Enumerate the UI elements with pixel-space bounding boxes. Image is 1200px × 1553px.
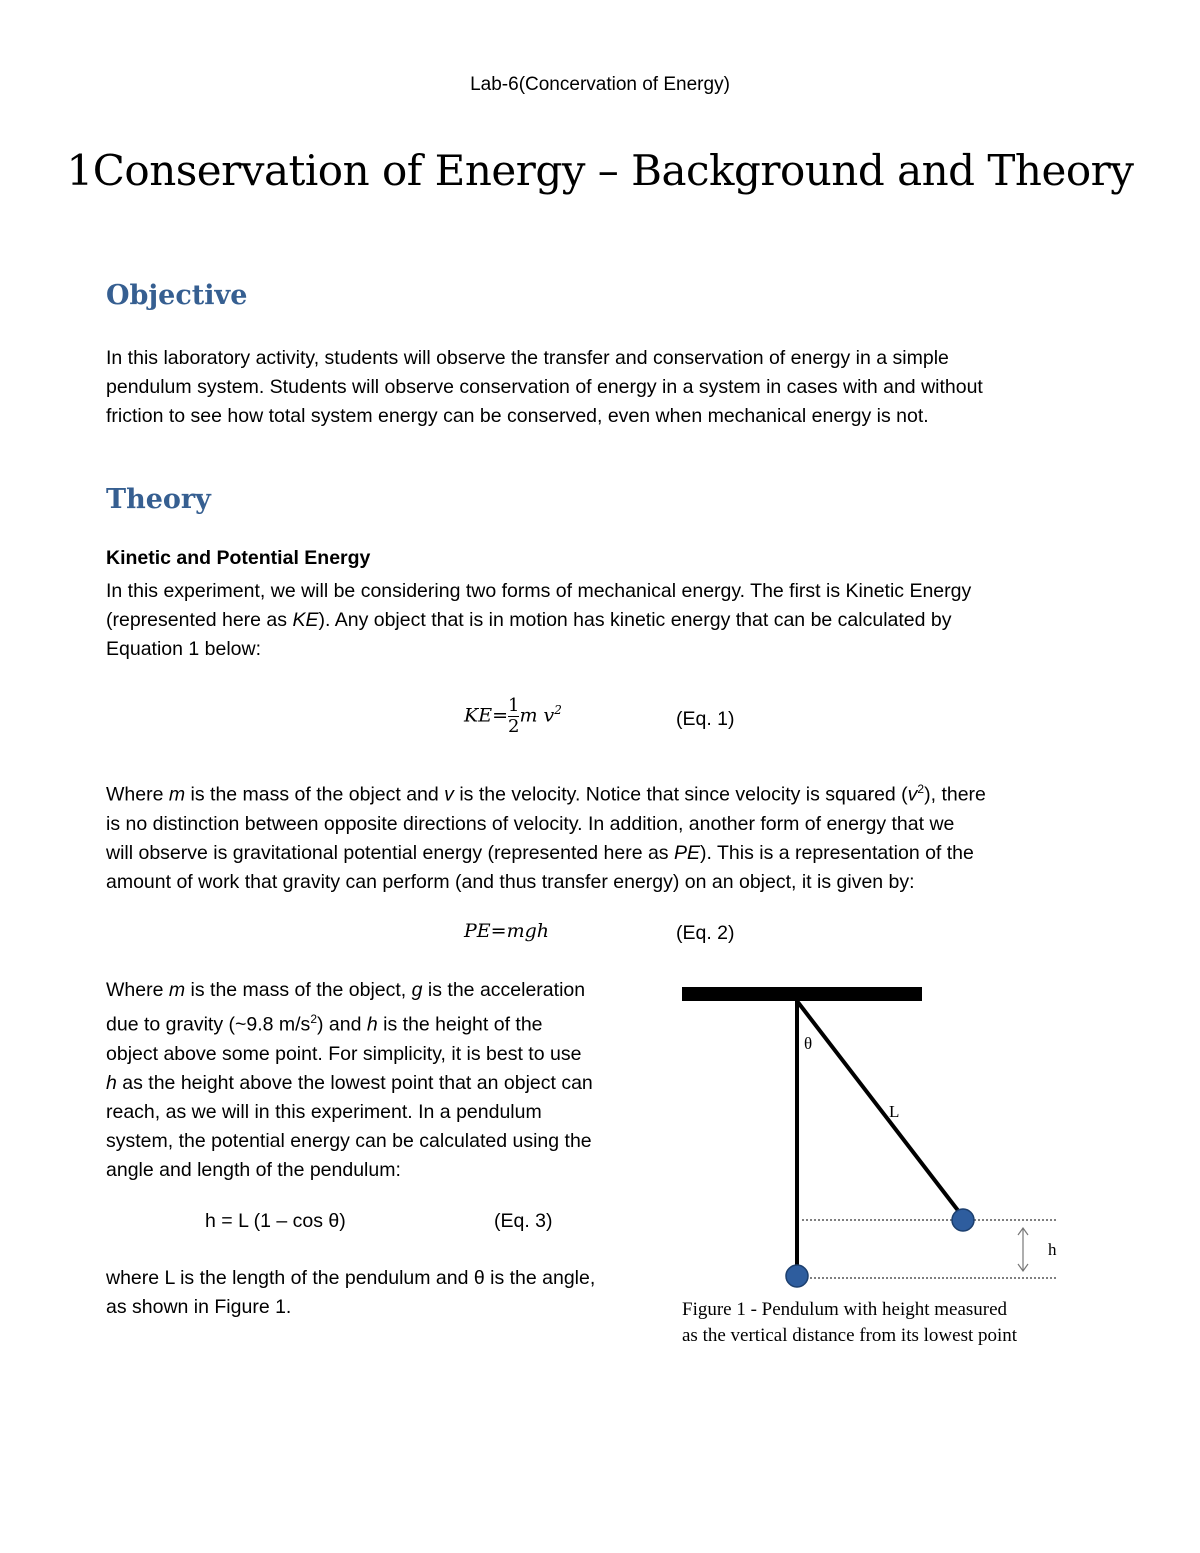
page-header: Lab-6(Concervation of Energy) [470,74,730,95]
paragraph-line: amount of work that gravity can perform (and thus transfer energy) on an object, it is given by: [106,870,915,893]
equation-3: h = L (1 – cos θ) [205,1210,346,1232]
objective-heading: Objective [106,280,248,311]
paragraph-line: will observe is gravitational potential energy (represented here as PE). This is a representation of the [106,841,974,864]
theory-paragraph-3 [106,976,666,1185]
support-bar [682,987,922,1001]
paragraph-line: where L is the length of the pendulum and θ is the angle, [106,1267,596,1289]
length-label: L [889,1102,900,1121]
equation-1: KE= $\frac{1}{2}$ m $v^2$ [464,695,562,737]
paragraph-line: angle and length of the pendulum: [106,1158,401,1181]
figure-caption [682,1297,1092,1349]
theory-paragraph-4 [106,1264,666,1322]
paragraph-line: is no distinction between opposite directions of velocity. In addition, another form of energy that we [106,812,955,835]
paragraph-line: as shown in Figure 1. [106,1296,292,1318]
theta-label: θ [804,1034,813,1053]
objective-line: In this laboratory activity, students will observe the transfer and conservation of energy in a simple [106,347,949,369]
equation-2-label: (Eq. 2) [676,922,735,944]
paragraph-line: system, the potential energy can be calculated using the [106,1129,592,1152]
intro-line: Equation 1 below: [106,638,262,660]
paragraph-line: due to gravity (~9.8 $m/s^2$) and h is the height of the [106,1012,543,1036]
equation-3-label: (Eq. 3) [494,1210,553,1232]
theory-paragraph-2 [106,775,1106,897]
paragraph-line: object above some point. For simplicity, it is best to use [106,1042,582,1065]
intro-line: (represented here as KE). Any object that is in motion has kinetic energy that can be calculated by [106,609,952,631]
theory-subheading: Kinetic and Potential Energy [106,547,371,569]
fraction: $\frac{1}{2}$ [507,695,520,737]
page-title: 1Conservation of Energy – Background and Theory [66,146,1134,195]
paragraph-line: Where m is the mass of the object, g is the acceleration [106,979,586,1001]
pendulum-bob-raised [952,1209,974,1231]
caption-line: Figure 1 - Pendulum with height measured [682,1299,1008,1320]
caption-line: as the vertical distance from its lowest point [682,1325,1018,1346]
pendulum-figure [676,980,1076,1290]
equation-2: PE=mgh [464,920,549,942]
angled-string [797,1001,963,1217]
height-label: h [1048,1240,1057,1259]
pendulum-bob-lowest [786,1265,808,1287]
theory-intro [106,577,1106,664]
paragraph-line: reach, as we will in this experiment. In a pendulum [106,1100,542,1123]
objective-line: pendulum system. Students will observe conservation of energy in a system in cases with and without [106,376,983,398]
equation-1-label: (Eq. 1) [676,708,735,730]
objective-line: friction to see how total system energy can be conserved, even when mechanical energy is not. [106,405,929,427]
paragraph-line: h as the height above the lowest point that an object can [106,1071,593,1094]
theory-heading: Theory [106,484,211,515]
intro-line: In this experiment, we will be considering two forms of mechanical energy. The first is Kinetic Energy [106,580,972,602]
objective-paragraph [106,344,1106,431]
paragraph-line: Where m is the mass of the object and v is the velocity. Notice that since velocity is squared $(v^2)$, there [106,782,986,806]
